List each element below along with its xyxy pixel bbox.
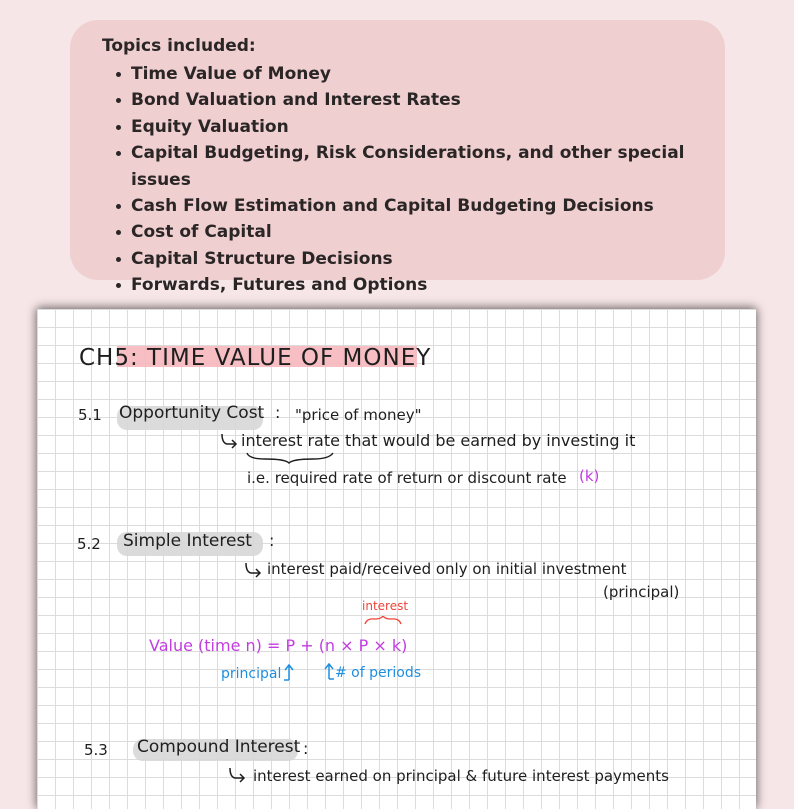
topics-card [70, 20, 725, 296]
interest-brace [363, 616, 403, 626]
principal-label: principal [221, 666, 282, 682]
term-compound-interest: Compound Interest [137, 737, 301, 757]
simple-interest-formula: Value (time n) = P + (n × P × k) [149, 636, 408, 655]
topic-item: Bond Valuation and Interest Rates [116, 87, 725, 113]
up-arrow-icon [282, 663, 296, 681]
simple-interest-definition: interest paid/received only on initial investment [267, 560, 627, 578]
up-arrow-icon [322, 662, 336, 680]
opportunity-cost-definition: interest rate that would be earned by investing it [241, 431, 636, 450]
topic-item: Forwards, Futures and Options [116, 272, 725, 298]
principal-paren-note: (principal) [603, 583, 680, 601]
arrow-icon [219, 433, 239, 449]
term-colon: : [303, 739, 309, 758]
section-number: 5.3 [84, 741, 108, 759]
topic-item: Cash Flow Estimation and Capital Budgeting Decisions [116, 193, 725, 219]
topics-list [102, 61, 725, 299]
k-symbol: (k) [579, 467, 600, 485]
compound-interest-definition: interest earned on principal & future interest payments [253, 767, 669, 785]
section-number: 5.1 [78, 406, 102, 424]
price-of-money-quote: "price of money" [295, 406, 422, 424]
term-simple-interest: Simple Interest [123, 531, 252, 551]
topic-item: Cost of Capital [116, 219, 725, 245]
term-opportunity-cost: Opportunity Cost [119, 403, 265, 423]
periods-label: # of periods [335, 665, 422, 681]
topic-item: Time Value of Money [116, 61, 725, 87]
notes-page [37, 309, 756, 809]
term-colon: : [275, 403, 281, 422]
term-colon: : [269, 531, 275, 550]
required-rate-note: i.e. required rate of return or discount rate [247, 469, 567, 487]
topic-item: Capital Budgeting, Risk Considerations, and other special issues [116, 140, 725, 193]
topic-item: Capital Structure Decisions [116, 246, 725, 272]
chapter-heading: CH5: TIME VALUE OF MONEY [79, 345, 432, 371]
brace-mark [245, 451, 335, 465]
topics-title: Topics included: [102, 36, 256, 56]
arrow-icon [227, 767, 247, 783]
section-number: 5.2 [77, 535, 101, 553]
arrow-icon [243, 562, 263, 578]
topic-item: Equity Valuation [116, 114, 725, 140]
interest-annotation: interest [362, 599, 409, 613]
